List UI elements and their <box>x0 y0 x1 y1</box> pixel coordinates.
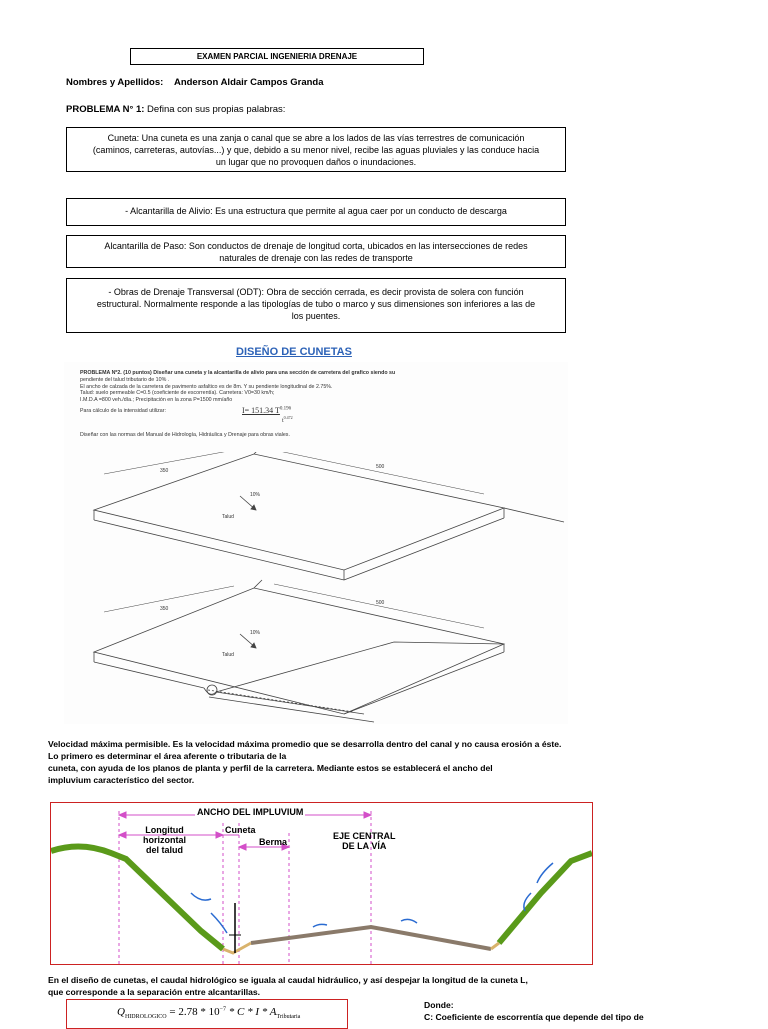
name-label: Nombres y Apellidos: <box>66 77 164 88</box>
paragraph-line: Velocidad máxima permisible. Es la velocidad máxima promedio que se desarrolla dentro del canal y no causa erosión a éste. <box>48 739 562 749</box>
formula-rest: * C * I * A <box>228 1006 277 1018</box>
impluvium-drawing <box>51 803 592 964</box>
definition-line: (caminos, carreteras, autovías...) y que, debido a su menor nivel, recibe las aguas pluviales y las conduce hacia <box>92 145 540 155</box>
scan-line: pendiente del talud tributario de 10% . <box>80 376 170 383</box>
definition-line: un lugar que no provoquen daños o inundaciones. <box>215 157 417 167</box>
scan-line: PROBLEMA Nº2. (10 puntos) Diseñar una cuneta y la alcantarilla de alivio para una sección de carretera del grafico siendo su <box>80 370 396 376</box>
definition-alcantarilla-alivio <box>66 198 566 226</box>
longitud-line: del talud <box>145 845 183 855</box>
definition-line: Alcantarilla de Paso: Son conductos de drenaje de longitud corta, ubicados en las intersecciones de redes <box>104 241 528 251</box>
problem1-row <box>66 104 285 115</box>
formula-q: Q <box>117 1006 125 1018</box>
scan-formula-main: I= 151.34 T <box>242 406 280 415</box>
formula-rhs: = 2.78 * 10 <box>169 1006 220 1018</box>
talud-label: Talud <box>222 514 234 520</box>
longitud-line: horizontal <box>143 835 186 845</box>
donde-block <box>424 999 644 1023</box>
slope-label-2: 10% <box>250 630 261 636</box>
problem1-text: Defina con sus propias palabras: <box>147 104 286 115</box>
impluvium-diagram <box>50 802 593 965</box>
dim-right-label: 500 <box>376 464 385 470</box>
talud-label-2: Talud <box>222 652 234 658</box>
section-heading[interactable]: DISEÑO DE CUNETAS <box>236 346 352 358</box>
scan-line: I.M.D.A =800 veh./día.; Precipitación en la zona P=1500 mm/año <box>80 397 233 404</box>
donde-label: Donde: <box>424 1000 454 1010</box>
scan-formula <box>242 406 293 424</box>
eje-line: DE LA VÍA <box>342 841 387 851</box>
problem1-label: PROBLEMA N° 1: <box>66 104 145 115</box>
definition-alcantarilla-paso <box>66 235 566 268</box>
paragraph-line: En el diseño de cunetas, el caudal hidrológico se iguala al caudal hidráulico, y así despejar la longitud de la cuneta L, <box>48 975 528 985</box>
dim-left-label: 350 <box>160 468 169 474</box>
formula-q-sub: HIDROLOGICO <box>124 1014 167 1021</box>
name-value: Anderson Aldair Campos Granda <box>173 77 324 88</box>
definition-line: los puentes. <box>291 311 341 321</box>
eje-line: EJE CENTRAL <box>333 831 396 841</box>
definition-odt <box>66 278 566 333</box>
problem2-scan <box>64 362 568 724</box>
formula-exp: −7 <box>219 1006 226 1013</box>
scan-line: Para cálculo de la intensidad utilizar: <box>80 408 166 414</box>
paragraph-line: que corresponde a la separación entre alcantarillas. <box>48 987 261 997</box>
berma-label: Berma <box>259 837 288 847</box>
paragraph-line: impluvium característico del sector. <box>48 775 195 785</box>
caudal-formula <box>66 999 348 1029</box>
dim-left-label-2: 350 <box>160 606 169 612</box>
road-perspective-drawing <box>64 452 568 724</box>
eje-central-label <box>333 831 396 851</box>
formula-text <box>117 1006 300 1020</box>
exam-title: EXAMEN PARCIAL INGENIERIA DRENAJE <box>130 48 424 65</box>
longitud-talud-label <box>143 825 186 855</box>
ancho-impluvium-label: ANCHO DEL IMPLUVIUM <box>197 807 304 817</box>
paragraph-velocidad <box>48 738 561 786</box>
scan-line: Diseñar con las normas del Manual de Hidrología, Hidráulica y Drenaje para obras viales. <box>80 432 290 438</box>
scan-formula-exp: 0.196 <box>279 406 292 412</box>
dim-right-label-2: 500 <box>376 600 385 606</box>
slope-label: 10% <box>250 492 261 498</box>
definition-line: naturales de drenaje con las redes de transporte <box>219 253 413 263</box>
definition-line: Cuneta: Una cuneta es una zanja o canal que se abre a los lados de las vías terrestres de comunicación <box>107 133 525 143</box>
definition-line: estructural. Normalmente responde a las tipologías de tubo o marco y sus dimensiones son inferiores a las de <box>96 299 536 309</box>
paragraph-line: Lo primero es determinar el área aferente o tributaria de la <box>48 751 287 761</box>
paragraph-line: cuneta, con ayuda de los planos de planta y perfil de la carretera. Mediante estos se establecerá el ancho del <box>48 763 493 773</box>
definition-line: - Obras de Drenaje Transversal (ODT): Obra de sección cerrada, es decir provista de solera con función <box>108 287 524 297</box>
cuneta-label: Cuneta <box>225 825 256 835</box>
scan-formula-den: t <box>282 418 284 424</box>
scan-line: El ancho de calzada de la carretera de pavimento asfaltico es de 8m. Y su pendiente longitudinal de 2.75%. <box>80 383 333 390</box>
paragraph-caudal <box>48 974 528 998</box>
formula-a-sub: Tributaria <box>276 1014 301 1021</box>
donde-c-text: C: Coeficiente de escorrentía que depende del tipo de <box>424 1012 644 1022</box>
longitud-line: Longitud <box>145 825 184 835</box>
scan-formula-den-exp: 0.472 <box>283 415 293 420</box>
scan-line: Talud: suelo permeable C=0.5 (coeficiente de escorrentía). Carretera: V0=30 km/h; <box>80 390 275 397</box>
definition-cuneta <box>66 127 566 172</box>
name-row <box>66 77 324 88</box>
definition-line: - Alcantarilla de Alivio: Es una estructura que permite al agua caer por un conducto de descarga <box>125 206 507 216</box>
